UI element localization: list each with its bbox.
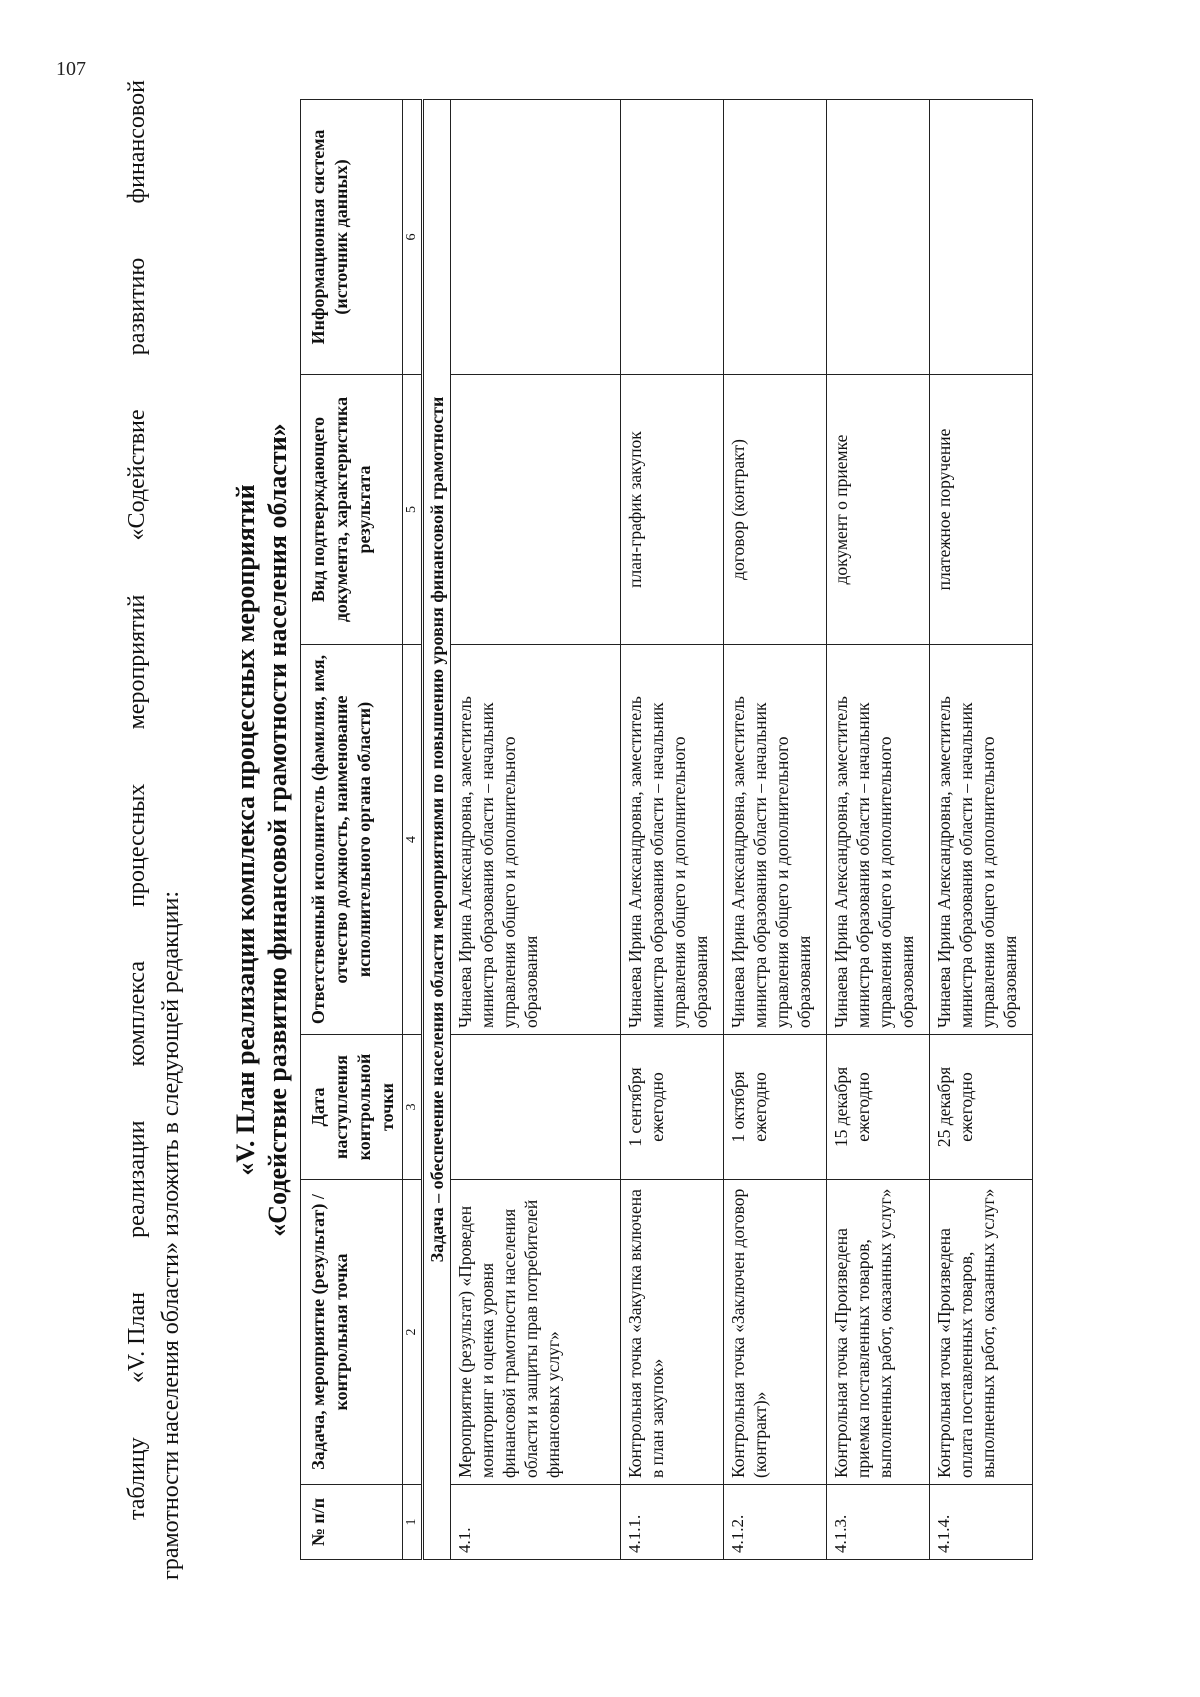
header-cell-date: Дата наступления контрольной точки [301,1035,403,1180]
column-number: 5 [403,375,423,645]
intro-line-1 [120,80,154,1580]
row-system [930,100,1033,375]
row-system [621,100,724,375]
intro-word: таблицу [124,1437,150,1520]
row-number: 4.1.3. [827,1485,930,1560]
row-date: 1 сентября ежегодно [621,1035,724,1180]
task-row [423,100,451,1560]
column-number: 2 [403,1180,423,1485]
header-cell-number: № п/п [301,1485,403,1560]
row-system [724,100,827,375]
row-date [451,1035,621,1180]
row-responsible: Чинаева Ирина Александровна, заместитель министра образования области – начальник управления общего и дополнительного образования [621,645,724,1035]
intro-word: реализации [124,1120,150,1238]
row-number: 4.1. [451,1485,621,1560]
column-number: 3 [403,1035,423,1180]
intro-paragraph [120,80,188,1580]
row-item: Контрольная точка «Заключен договор (контракт)» [724,1180,827,1485]
row-item: Контрольная точка «Закупка включена в план закупок» [621,1180,724,1485]
column-number: 6 [403,100,423,375]
task-cell: Задача – обеспечение населения области мероприятиями по повышению уровня финансовой грамотности [423,100,451,1560]
row-date: 1 октября ежегодно [724,1035,827,1180]
table-row [451,100,621,1560]
row-document: платежное поручение [930,375,1033,645]
table-row [621,100,724,1560]
column-number: 1 [403,1485,423,1560]
intro-word: мероприятий [124,594,150,730]
row-document: документ о приемке [827,375,930,645]
column-number: 4 [403,645,423,1035]
row-document: план-график закупок [621,375,724,645]
header-cell-task: Задача, мероприятие (результат) / контрольная точка [301,1180,403,1485]
intro-word: «Содействие [124,409,150,541]
table-row [827,100,930,1560]
row-document [451,375,621,645]
page-number: 107 [56,58,86,80]
plan-table [300,99,1033,1560]
row-number: 4.1.2. [724,1485,827,1560]
row-item: Мероприятие (результат) «Проведен мониторинг и оценка уровня финансовой грамотности населения области и защиты прав потребителей финансовых услуг» [451,1180,621,1485]
row-item: Контрольная точка «Произведена оплата поставленных товаров, выполненных работ, оказанных услуг» [930,1180,1033,1485]
intro-word: развитию [124,257,150,356]
header-cell-system: Информационная система (источник данных) [301,100,403,375]
intro-word: финансовой [124,80,150,204]
row-responsible: Чинаева Ирина Александровна, заместитель министра образования области – начальник управления общего и дополнительного образования [827,645,930,1035]
row-responsible: Чинаева Ирина Александровна, заместитель министра образования области – начальник управления общего и дополнительного образования [724,645,827,1035]
intro-word: «V. План [124,1292,150,1384]
row-system [827,100,930,375]
row-date: 25 декабря ежегодно [930,1035,1033,1180]
row-number: 4.1.1. [621,1485,724,1560]
header-cell-document: Вид подтверждающего документа, характеристика результата [301,375,403,645]
table-header-row [301,100,403,1560]
table-row [930,100,1033,1560]
row-responsible: Чинаева Ирина Александровна, заместитель министра образования области – начальник управления общего и дополнительного образования [930,645,1033,1035]
row-system [451,100,621,375]
row-number: 4.1.4. [930,1485,1033,1560]
section-heading [230,80,294,1580]
row-document: договор (контракт) [724,375,827,645]
row-date: 15 декабря ежегодно [827,1035,930,1180]
table-row [724,100,827,1560]
section-heading-line-2: «Содействие развитию финансовой грамотности населения области» [263,423,292,1237]
section-heading-line-1: «V. План реализации комплекса процессных мероприятий [231,484,260,1176]
header-cell-responsible: Ответственный исполнитель (фамилия, имя, отчество должность, наименование исполнительного органа области) [301,645,403,1035]
intro-word: процессных [124,783,150,907]
intro-line-2: грамотности населения области» изложить в следующей редакции: [158,891,184,1580]
intro-word: комплекса [124,961,150,1067]
row-responsible: Чинаева Ирина Александровна, заместитель министра образования области – начальник управления общего и дополнительного образования [451,645,621,1035]
row-item: Контрольная точка «Произведена приемка поставленных товаров, выполненных работ, оказанных услуг» [827,1180,930,1485]
rotated-page-content [20,40,1180,1640]
column-number-row [403,100,423,1560]
